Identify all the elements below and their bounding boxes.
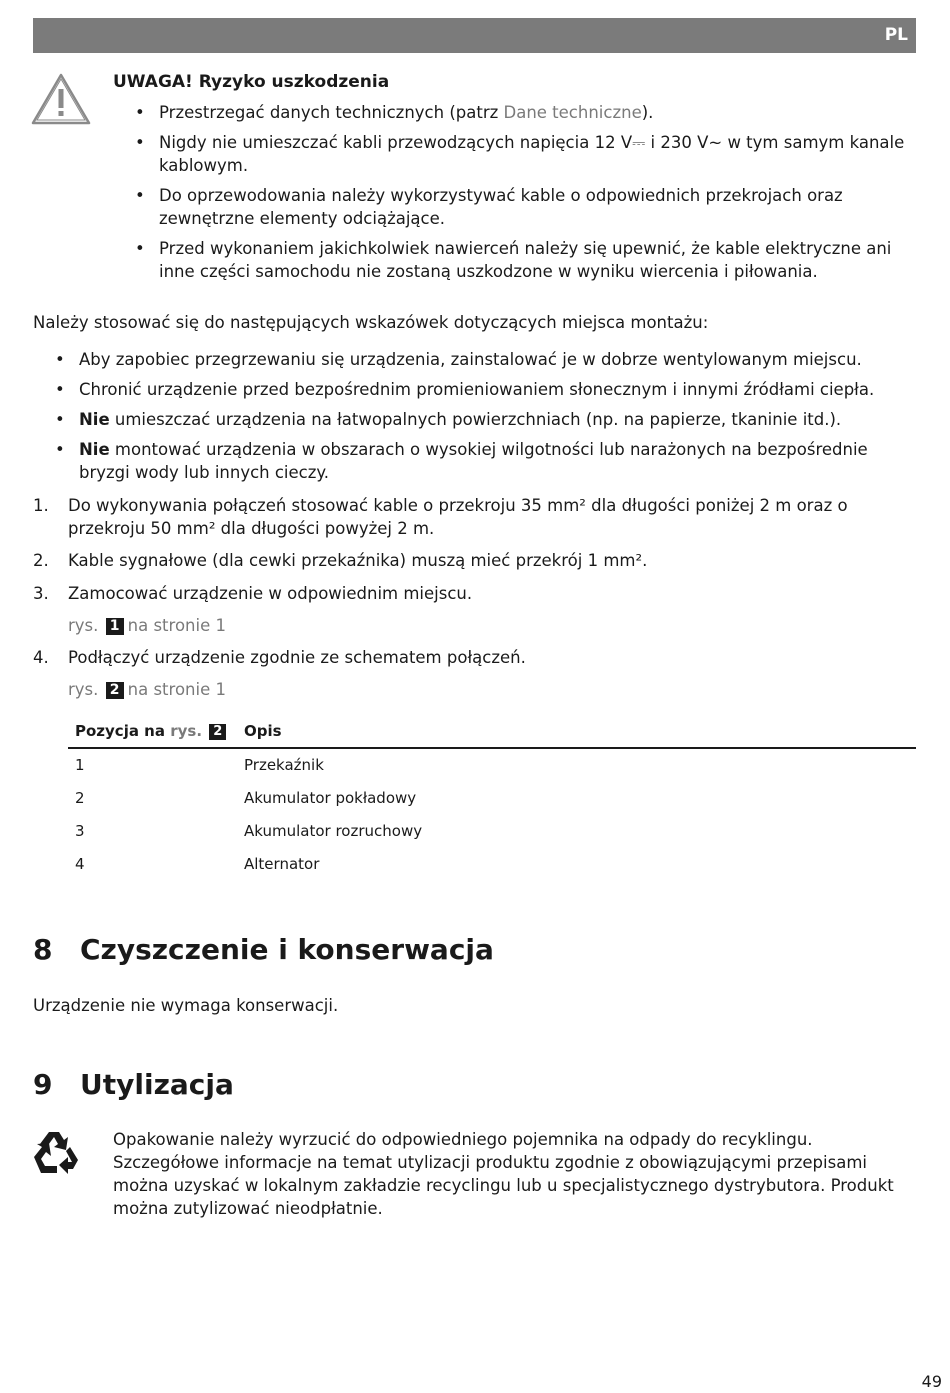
section-heading-disposal: 9 Utylizacja (33, 1068, 234, 1101)
warning-triangle-icon (30, 72, 92, 126)
site-intro: Należy stosować się do następujących wskazówek dotyczących miejsca montażu: (33, 313, 709, 332)
table-row: 3 Akumulator rozruchowy (75, 822, 423, 840)
figure-reference[interactable]: rys. 2 na stronie 1 (68, 680, 226, 699)
warning-list (135, 101, 919, 290)
list-item: • Nie umieszczać urządzenia na łatwopalnych powierzchniach (np. na papierze, tkaninie itd.). (55, 410, 842, 429)
table-row: 2 Akumulator pokładowy (75, 789, 417, 807)
connection-table (68, 715, 916, 881)
list-item: • Chronić urządzenie przed bezpośrednim promieniowaniem słonecznym i innymi źródłami ciepła. (55, 380, 875, 399)
list-item: • Nigdy nie umieszczać kabli przewodzących napięcia 12 V⎓ i 230 V∼ w tym samym kanale kablowym. (135, 133, 905, 175)
disposal-text: Opakowanie należy wyrzucić do odpowiedniego pojemnika na odpady do recyklingu. Szczegółowe informacje na temat utylizacji produktu zgodnie z obowiązującymi przepisami można uzyskać w lokalnym zakładzie recyclingu lub u specjalistycznego dystrybutora. Produkt można zutylizować nieodpłatnie. (113, 1130, 894, 1218)
figure-number-badge: 2 (106, 682, 124, 699)
table-header-row (68, 715, 916, 748)
list-item: • Nie montować urządzenia w obszarach o wysokiej wilgotności lub narażonych na bezpośrednie bryzgi wody lub innych cieczy. (55, 440, 868, 482)
warning-title: UWAGA! Ryzyko uszkodzenia (113, 72, 390, 92)
table-row: 1 Przekaźnik (75, 756, 324, 774)
page-number: 49 (921, 1372, 942, 1391)
figure-number-badge: 1 (106, 618, 124, 635)
column-header-description: Opis (237, 715, 916, 748)
figure-reference[interactable]: rys. 1 na stronie 1 (68, 616, 226, 635)
list-item: • Przed wykonaniem jakichkolwiek nawierceń należy się upewnić, że kable elektryczne ani inne części samochodu nie zostaną uszkodzone w wyniku wiercenia i piłowania. (135, 239, 892, 281)
column-header-position: Pozycja na rys. 2 (68, 715, 237, 748)
list-item: • Do oprzewodowania należy wykorzystywać kable o odpowiednich przekrojach oraz zewnętrzne elementy odciążające. (135, 186, 843, 228)
site-list (55, 348, 919, 491)
list-item: • Przestrzegać danych technicznych (patrz Dane techniczne). (135, 103, 654, 122)
cleaning-text: Urządzenie nie wymaga konserwacji. (33, 996, 339, 1015)
figure-number-badge: 2 (209, 724, 226, 740)
list-item: • Aby zapobiec przegrzewaniu się urządzenia, zainstalować je w dobrze wentylowanym miejscu. (55, 350, 862, 369)
technical-data-link[interactable]: Dane techniczne (503, 103, 642, 122)
recycle-icon (32, 1129, 80, 1175)
language-code: PL (884, 25, 908, 45)
section-heading-cleaning: 8 Czyszczenie i konserwacja (33, 933, 494, 966)
language-header-bar (33, 18, 916, 53)
table-row: 4 Alternator (75, 855, 320, 873)
